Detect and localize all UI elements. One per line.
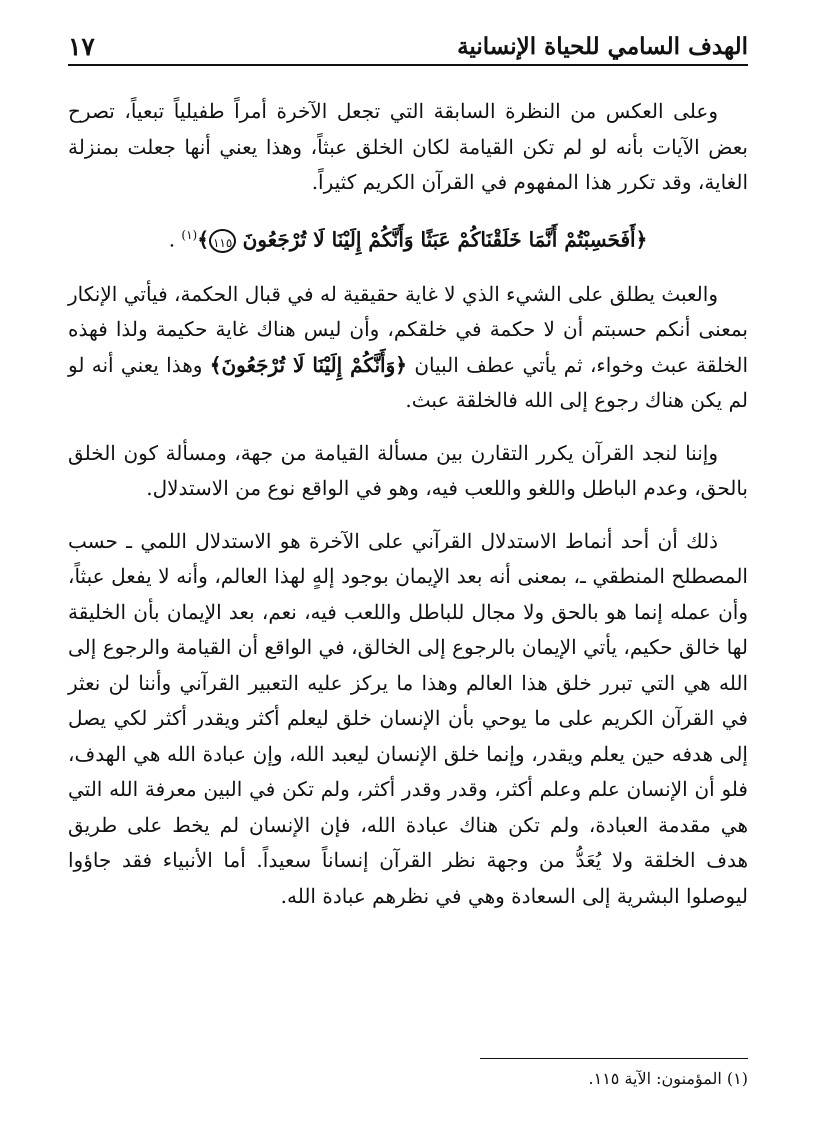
footnote-marker: (١) [726, 1069, 748, 1088]
verse-close-bracket: ﴾ [197, 227, 209, 252]
header-rule [68, 64, 748, 66]
paragraph-1: وعلى العكس من النظرة السابقة التي تجعل الآخرة أمراً طفيلياً تبعياً، تصرح بعض الآيات بأنه لو لم تكن القيامة لكان الخلق عبثاً، وهذا يعني أنها جعلت بمنزلة الغاية، وقد تكرر هذا المفهوم في القرآن الكريم كثيراً. [68, 99, 748, 194]
page-number: ١٧ [68, 32, 95, 61]
footnote [68, 1066, 748, 1092]
verse-text: أَفَحَسِبْتُمْ أَنَّمَا خَلَقْنَاكُمْ عَبَثًا وَأَنَّكُمْ إِلَيْنَا لَا تُرْجَعُونَ [242, 227, 636, 252]
verse-end-period: . [168, 227, 176, 252]
running-title: الهدف السامي للحياة الإنسانية [457, 33, 748, 60]
ayah-number-marker: ١١٥ [209, 229, 236, 253]
page-header [68, 22, 748, 62]
paragraph-4: ذلك أن أحد أنماط الاستدلال القرآني على الآخرة هو الاستدلال اللمي ـ حسب المصطلح المنطقي ـ، بمعنى أنه بعد الإيمان بوجود إلهٍ لهذا العالم، وأنه لا يفعل عبثاً، وأن عمله إنما هو بالحق ولا مجال للباطل واللعب فيه، نعم، بعد الإيمان بأن الخليقة لها خالق حكيم، يأتي الإيمان بالرجوع إلى الخالق، في الواقع أن القيامة والرجوع إلى الله هي التي تبرر خلق هذا العالم وهذا ما يركز عليه التعبير القرآني وأننا لن نعثر في القرآن الكريم على ما يوحي بأن الإنسان خلق ليعلم أكثر ويقدر أكثر لكي يصل إلى هدفه حين يعلم ويقدر، وإنما خلق الإنسان ليعبد الله، وإن عبادة الله هي الهدف، فلو أن الإنسان علم وعلم أكثر، وقدر وقدر أكثر، ولم تكن في البين معرفة الله التي هي مقدمة العبادة، ولم تكن هناك عبادة الله، فإن الإنسان لم يخط على طريق هدف الخلقة ولا يُعَدُّ من وجهة نظر القرآن إنساناً سعيداً. أما الأنبياء فقد جاؤوا ليوصلوا البشرية إلى السعادة وهي في نظرهم عبادة الله. [68, 528, 748, 908]
footnote-reference: (١) [181, 227, 198, 242]
page-body [68, 94, 748, 931]
paragraph-3: وإننا لنجد القرآن يكرر التقارن بين مسألة القيامة من جهة، ومسألة كون الخلق بالحق، وعدم الباطل واللغو واللعب فيه، وهو في الواقع نوع من الاستدلال. [68, 440, 748, 501]
paragraph-2 [68, 277, 748, 419]
footnote-text: المؤمنون: الآية ١١٥. [588, 1069, 722, 1088]
quran-verse [68, 218, 748, 258]
footnote-rule [480, 1058, 748, 1059]
verse-open-bracket: ﴿ [635, 227, 648, 252]
paragraph-2-part-a: والعبث يطلق على الشيء الذي لا غاية حقيقية له في قبال الحكمة، فيأتي الإنكار بمعنى أنكم حسبتم أن لا حكمة في خلقكم، وأن ليس هناك غاية حكيمة ولذا فهذه الخلقة عبث وخواء، ثم يأتي عطف البيان [68, 281, 748, 377]
paragraph-2-part-b: وهذا يعني أنه لو لم يكن هناك رجوع إلى الله فالخلقة عبث. [68, 352, 748, 413]
paragraph-2-quote: ﴿وَأَنَّكُمْ إِلَيْنَا لَا تُرْجَعُونَ﴾ [209, 352, 407, 377]
